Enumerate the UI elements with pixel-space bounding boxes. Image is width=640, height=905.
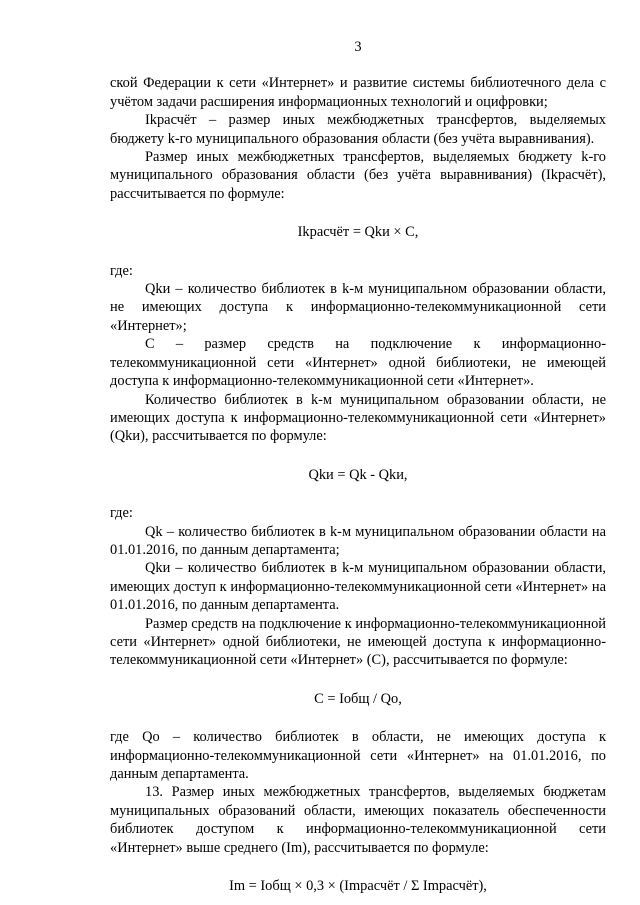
paragraph-4: Количество библиотек в k-м муниципальном образовании области, не имеющих доступа к информационно-телекоммуникационной сети «Интернет» (Qkи), рассчитывается по формуле: — [110, 391, 606, 445]
definition-2: C – размер средств на подключение к информационно-телекоммуникационной сети «Интернет» одной библиотеки, не имеющей доступа к информационно-телекоммуникационной сети «Интернет». — [110, 336, 606, 390]
definition-4: Qkи – количество библиотек в k-м муниципальном образовании области, имеющих доступ к информационно-телекоммуникационной сети «Интернет» на 01.01.2016, по данным департамента. — [110, 560, 606, 614]
formula-4: Im = Iобщ × 0,3 × (Imрасчёт / Σ Imрасчёт), — [229, 878, 487, 895]
where-label-2: где: — [110, 505, 133, 522]
paragraph-1: ской Федерации к сети «Интернет» и развитие системы библиотечного дела с учётом задачи расширения информационных технологий и оцифровки; — [110, 75, 606, 110]
paragraph-7: 13. Размер иных межбюджетных трансфертов, выделяемых бюджетам муниципальных образований области, имеющих показатель обеспеченности библиотек доступом к информационно-телекоммуникационной сети «Интернет» выше среднего (Im), рассчитывается по формуле: — [110, 784, 606, 856]
formula-3: C = Iобщ / Qо, — [314, 690, 402, 707]
paragraph-5: Размер средств на подключение к информационно-телекоммуникационной сети «Интернет» одной библиотеки, не имеющей доступа к информационно-телекоммуникационной сети «Интернет» (C), рассчитывается по формуле: — [110, 615, 606, 669]
paragraph-6: где Qо – количество библиотек в области, не имеющих доступа к информационно-телекоммуникационной сети «Интернет» на 01.01.2016, по данным департамента. — [110, 729, 606, 782]
page-number: 3 — [354, 39, 362, 55]
where-label-1: где: — [110, 262, 133, 279]
paragraph-3: Размер иных межбюджетных трансфертов, выделяемых бюджету k-го муниципального образования области (без учёта выравнивания) (Ikрасчёт), рассчитывается по формуле: — [110, 149, 606, 202]
formula-1: Ikрасчёт = Qkи × C, — [297, 224, 419, 241]
definition-3: Qk – количество библиотек в k-м муниципальном образовании области на 01.01.2016, по данным департамента; — [110, 523, 606, 558]
paragraph-2: Ikрасчёт – размер иных межбюджетных трансфертов, выделяемых бюджету k-го муниципального образования области (без учёта выравнивания). — [110, 112, 606, 147]
definition-1: Qkи – количество библиотек в k-м муниципальном образовании области, не имеющих доступа к информационно-телекоммуникационной сети «Интернет»; — [110, 281, 606, 334]
formula-2: Qkи = Qk - Qkи, — [308, 466, 408, 483]
